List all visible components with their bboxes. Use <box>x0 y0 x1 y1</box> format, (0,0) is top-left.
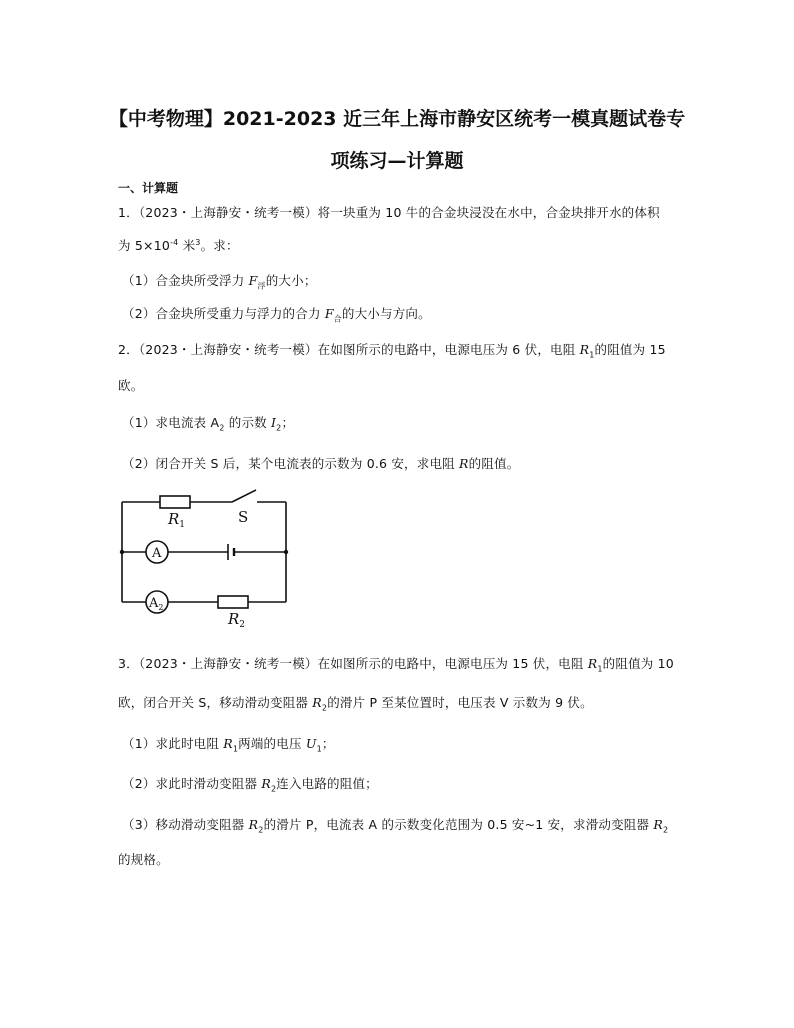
ammeter-a2-label: $A_2$ <box>149 596 164 612</box>
document-title-line-2: 项练习—计算题 <box>330 150 464 172</box>
circuit-diagram <box>110 488 310 633</box>
q1-text: 。求： <box>200 238 239 253</box>
resistor-r1 <box>160 496 190 508</box>
q1-variable: F <box>324 306 334 321</box>
r1-label: $R_1$ <box>168 510 186 530</box>
q2-text: ； <box>281 415 295 430</box>
q3-text: 的阻值为 10 <box>602 656 674 671</box>
q3-subscript: 2 <box>321 703 328 713</box>
q3-variable: U <box>305 736 317 751</box>
q3-variable: R <box>248 817 259 832</box>
q1-exponent: 3 <box>195 237 201 247</box>
question-2-line-1 <box>118 340 666 360</box>
q3-variable: R <box>587 656 598 671</box>
q3-text: （3）移动滑动变阻器 <box>122 817 249 832</box>
q3-variable: R <box>261 776 271 791</box>
question-2-line-2: 欧。 <box>118 378 144 393</box>
q3-subscript: 1 <box>316 744 322 754</box>
q2-subscript: 2 <box>276 423 282 433</box>
q2-variable: I <box>271 415 277 430</box>
question-3-line-last: 的规格。 <box>118 852 169 867</box>
question-3-part-2 <box>122 774 378 794</box>
question-1-line-1: 1．（2023・上海静安・统考一模）将一块重为 10 牛的合金块浸没在水中，合金块排开水的体积 <box>118 205 660 220</box>
resistor-r2 <box>218 596 248 608</box>
document-title-line-1: 【中考物理】2021-2023 近三年上海市静安区统考一模真题试卷专 <box>108 108 686 130</box>
q2-subscript: 2 <box>219 423 225 433</box>
q3-text: 的滑片 P 至某位置时，电压表 V 示数为 9 伏。 <box>327 695 593 710</box>
q3-subscript: 1 <box>232 744 239 754</box>
question-1-part-1 <box>122 271 317 292</box>
section-heading: 一、计算题 <box>118 181 179 195</box>
question-3-part-1 <box>122 734 335 754</box>
r2-label: $R_2$ <box>228 610 246 630</box>
q2-variable: R <box>579 342 590 357</box>
q2-subscript: 1 <box>589 350 595 360</box>
switch-label: S <box>238 508 249 526</box>
junction-dot <box>284 550 288 554</box>
q3-text: 欧，闭合开关 S，移动滑动变阻器 <box>118 695 313 710</box>
q2-text: 的阻值。 <box>468 456 520 471</box>
q2-text: 的示数 <box>224 415 272 430</box>
q1-text: （1）合金块所受浮力 <box>122 273 249 288</box>
q1-text: 的大小； <box>265 273 317 288</box>
question-1-line-2 <box>118 236 239 254</box>
question-1-part-2 <box>122 304 431 325</box>
q1-variable: F <box>248 273 258 288</box>
switch-s <box>232 490 256 502</box>
q3-text: ； <box>321 736 335 751</box>
q1-exponent: -4 <box>170 237 179 247</box>
ammeter-a-label: A <box>152 546 162 561</box>
question-3-line-2 <box>118 693 593 713</box>
q1-text: 为 5×10 <box>118 238 171 253</box>
q3-text: （1）求此时电阻 <box>122 736 224 751</box>
q2-text: （1）求电流表 A <box>122 415 220 430</box>
q3-subscript: 1 <box>597 664 603 674</box>
q3-text: 3．（2023・上海静安・统考一模）在如图所示的电路中，电源电压为 15 伏，电阻 <box>118 656 588 671</box>
junction-dot <box>120 550 124 554</box>
q1-text: 的大小与方向。 <box>341 306 431 321</box>
q3-text: 的滑片 P，电流表 A 的示数变化范围为 0.5 安~1 安，求滑动变阻器 <box>263 817 654 832</box>
q1-subscript: 浮 <box>257 281 266 291</box>
question-3-line-1 <box>118 654 674 674</box>
q3-text: 两端的电压 <box>238 736 306 751</box>
q3-subscript: 2 <box>270 784 277 794</box>
q1-text: 米 <box>178 238 196 253</box>
q2-text: （2）闭合开关 S 后，某个电流表的示数为 0.6 安，求电阻 <box>122 456 460 471</box>
q3-text: （2）求此时滑动变阻器 <box>122 776 262 791</box>
question-2-part-1 <box>122 413 294 433</box>
q2-variable: R <box>459 456 469 471</box>
q1-text: （2）合金块所受重力与浮力的合力 <box>122 306 325 321</box>
question-2-part-2 <box>122 454 519 472</box>
question-3-part-3 <box>122 815 668 835</box>
q2-text: 的阻值为 15 <box>594 342 666 357</box>
q3-variable: R <box>312 695 322 710</box>
q3-subscript: 2 <box>663 825 669 835</box>
q3-subscript: 2 <box>258 825 264 835</box>
q3-text: 连入电路的阻值； <box>276 776 378 791</box>
q1-subscript: 合 <box>333 314 342 324</box>
q3-variable: R <box>223 736 233 751</box>
q3-variable: R <box>653 817 663 832</box>
q2-text: 2．（2023・上海静安・统考一模）在如图所示的电路中，电源电压为 6 伏，电阻 <box>118 342 580 357</box>
